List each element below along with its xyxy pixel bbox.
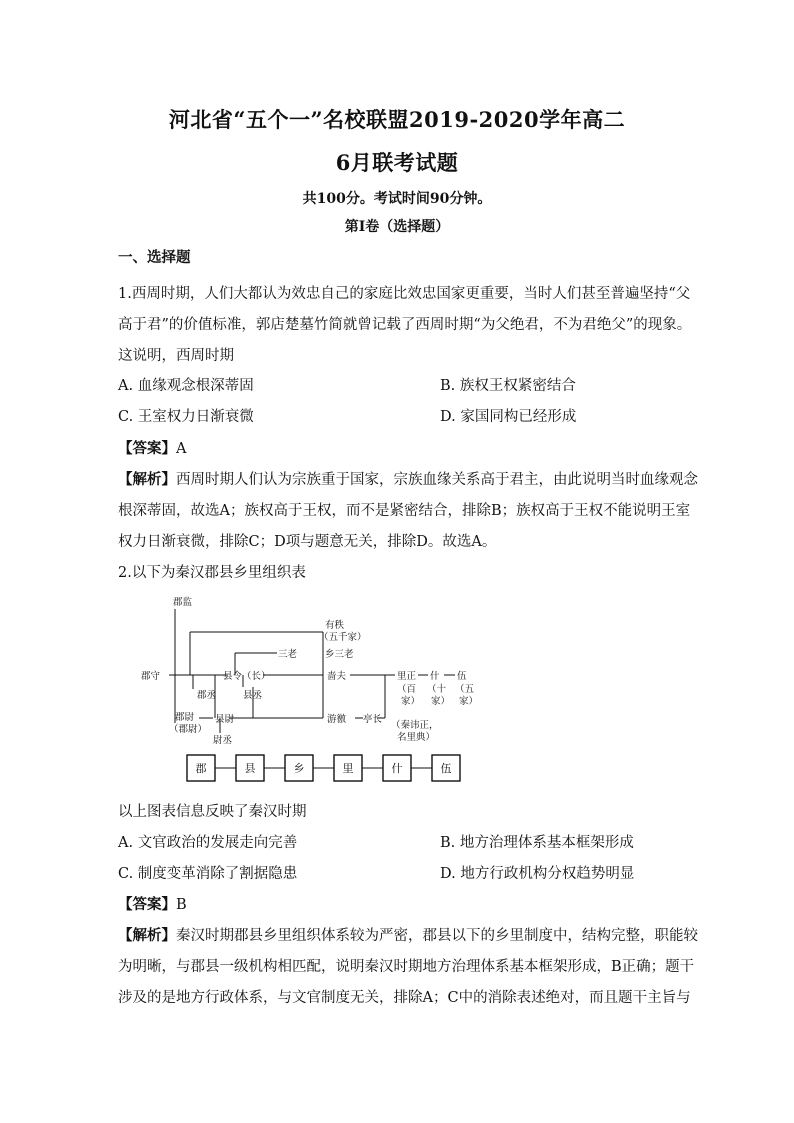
label-sanlao: 三老	[278, 649, 298, 660]
q1-stem-line-3: 这说明，西周时期	[118, 348, 234, 364]
label-li-note-4: 名里典）	[397, 732, 436, 743]
section-heading: 一、选择题	[118, 249, 191, 266]
q2-after-diagram: 以上图表信息反映了秦汉时期	[118, 804, 307, 820]
chain-label: 里	[342, 762, 354, 775]
answer-value: A	[176, 441, 187, 457]
volume-heading: 第Ⅰ卷（选择题）	[344, 219, 450, 235]
q1-option-d: D. 家国同构已经形成	[440, 409, 577, 425]
chain-row	[187, 755, 460, 781]
q2-analysis-line-1	[118, 924, 698, 945]
label-juncheng: 郡丞	[197, 690, 217, 701]
title-line-2: 6月联考试题	[335, 150, 459, 175]
q2-analysis-line-3: 涉及的是地方行政体系，与文官制度无关，排除A；C中的消除表述绝对，而且题干主旨与	[118, 990, 691, 1006]
answer-tag: 【答案】	[118, 440, 176, 457]
label-wu-note-1: （五	[455, 684, 475, 695]
q2-option-d: D. 地方行政机构分权趋势明显	[440, 866, 635, 882]
label-li-note-2: 家）	[401, 696, 421, 707]
label-wu: 伍	[457, 671, 467, 682]
q2-option-b: B. 地方治理体系基本框架形成	[440, 835, 634, 851]
answer-value: B	[176, 897, 187, 913]
q2-option-c: C. 制度变革消除了割据隐患	[118, 866, 298, 882]
q1-option-b: B. 族权王权紧密结合	[440, 378, 576, 394]
label-jianjian: 郡监	[173, 597, 193, 608]
q1-analysis-line-2: 根深蒂固，故选A；族权高于王权，而不是紧密结合，排除B；族权高于王权不能说明王室	[118, 503, 691, 519]
organization-diagram	[135, 595, 480, 790]
q1-analysis-line-1	[118, 468, 698, 489]
label-xiangsanlao: 乡三老	[325, 649, 354, 660]
chain-label: 乡	[293, 762, 305, 775]
label-shi: 什	[430, 671, 440, 682]
q1-analysis-line-3: 权力日渐衰微，排除C；D项与题意无关，排除D。故选A。	[118, 534, 497, 550]
label-li-note-3: （秦讳正，	[391, 720, 439, 731]
label-shi-note-2: 家）	[431, 696, 451, 707]
q1-answer	[118, 437, 678, 458]
label-xianwei: 县尉	[215, 714, 235, 725]
label-xianling: 县令（长）	[223, 671, 271, 682]
label-youzhi: 有秩	[325, 620, 345, 631]
label-shi-note-1: （十	[427, 684, 447, 695]
q1-stem-line-1: 1.西周时期，人们大都认为效忠自己的家庭比效忠国家更重要，当时人们甚至普遍坚持“父	[118, 286, 691, 302]
label-lizheng: 里正	[397, 671, 417, 682]
q1-option-c: C. 王室权力日渐衰微	[118, 409, 254, 425]
label-junshou: 郡守	[141, 671, 161, 682]
chain-label: 什	[391, 762, 403, 775]
label-junwei: 郡尉	[175, 712, 195, 723]
analysis-text: 西周时期人们认为宗族重于国家，宗族血缘关系高于君主，由此说明当时血缘观念	[176, 472, 698, 488]
q2-option-a: A. 文官政治的发展走向完善	[118, 835, 298, 851]
label-sefu: 啬夫	[327, 671, 347, 682]
chain-label: 县	[244, 762, 256, 775]
title-line-1: 河北省“五个一”名校联盟2019-2020学年高二	[168, 107, 626, 132]
label-tingzhang: 亭长	[363, 714, 383, 725]
label-li-note-1: （百	[397, 684, 417, 695]
q1-option-a: A. 血缘观念根深蒂固	[118, 378, 254, 394]
analysis-tag: 【解析】	[118, 927, 176, 944]
answer-tag: 【答案】	[118, 896, 176, 913]
label-weicheng: 尉丞	[213, 735, 233, 746]
label-wu-note-2: 家）	[459, 696, 479, 707]
chain-label: 伍	[440, 762, 452, 775]
label-junwei-note: （郡尉）	[169, 724, 208, 735]
q2-answer	[118, 893, 678, 914]
chain-label: 郡	[195, 762, 207, 775]
label-xiancheng: 县丞	[243, 690, 263, 701]
label-youjiao: 游徼	[327, 714, 347, 725]
analysis-tag: 【解析】	[118, 471, 176, 488]
label-youzhi-note: （五千家）	[319, 632, 367, 643]
q2-analysis-line-2: 为明晰，与郡县一级机构相匹配，说明秦汉时期地方治理体系基本框架形成，B正确；题干	[118, 959, 695, 975]
exam-info: 共100分。考试时间90分钟。	[302, 191, 492, 207]
q2-stem-line-1: 2.以下为秦汉郡县乡里组织表	[118, 565, 306, 581]
q1-stem-line-2: 高于君”的价值标准，郭店楚墓竹简就曾记载了西周时期“为父绝君，不为君绝父”的现象。	[118, 317, 692, 333]
analysis-text: 秦汉时期郡县乡里组织体系较为严密，郡县以下的乡里制度中，结构完整，职能较	[176, 928, 698, 944]
